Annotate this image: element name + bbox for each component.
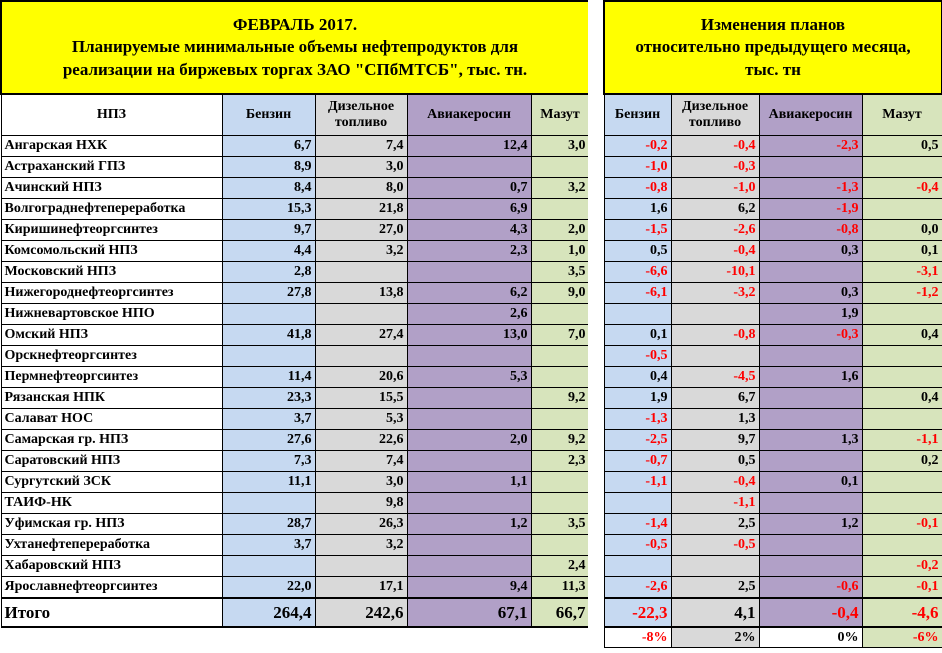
dizel-value: 3,0: [315, 472, 407, 493]
total-d-dizel: 4,1: [671, 598, 759, 627]
avia-value: [407, 409, 531, 430]
benzin-value: 15,3: [222, 199, 315, 220]
total-d-mazut: -4,6: [862, 598, 942, 627]
mazut-value: [531, 409, 589, 430]
table-row: [1, 220, 589, 241]
avia-value: 9,4: [407, 577, 531, 599]
mazut-value: 2,0: [531, 220, 589, 241]
d-benzin-change: -1,5: [604, 220, 671, 241]
change-row: [604, 157, 942, 178]
d-benzin-change: [604, 556, 671, 577]
header-d-aviakerosin: Авиакеросин: [759, 94, 862, 136]
pct-d-mazut: -6%: [862, 627, 942, 648]
dizel-value: [315, 304, 407, 325]
left-title: [1, 1, 589, 94]
change-row: [604, 325, 942, 346]
d-mazut-change: -0,1: [862, 577, 942, 599]
d-mazut-change: [862, 157, 942, 178]
total-d-benzin: -22,3: [604, 598, 671, 627]
d-benzin-change: -1,4: [604, 514, 671, 535]
header-d-benzin: Бензин: [604, 94, 671, 136]
refinery-name: Астраханский ГПЗ: [1, 157, 222, 178]
d-mazut-change: -0,1: [862, 514, 942, 535]
avia-value: [407, 346, 531, 367]
benzin-value: [222, 304, 315, 325]
dizel-value: 3,2: [315, 535, 407, 556]
d-benzin-change: 1,6: [604, 199, 671, 220]
header-aviakerosin: Авиакеросин: [407, 94, 531, 136]
d-benzin-change: -0,5: [604, 346, 671, 367]
d-mazut-change: 0,2: [862, 451, 942, 472]
avia-value: 2,0: [407, 430, 531, 451]
change-row: [604, 451, 942, 472]
benzin-value: 28,7: [222, 514, 315, 535]
d-avia-change: -0,6: [759, 577, 862, 599]
d-mazut-change: [862, 346, 942, 367]
avia-value: 1,2: [407, 514, 531, 535]
total-benzin: 264,4: [222, 598, 315, 627]
dizel-value: 21,8: [315, 199, 407, 220]
d-avia-change: [759, 157, 862, 178]
change-row: [604, 535, 942, 556]
avia-value: 2,3: [407, 241, 531, 262]
avia-value: [407, 388, 531, 409]
total-d-avia: -0,4: [759, 598, 862, 627]
dizel-value: 27,0: [315, 220, 407, 241]
benzin-value: 9,7: [222, 220, 315, 241]
left-title-line2: Планируемые минимальные объемы нефтепродуктов для: [71, 37, 519, 57]
refinery-name: Омский НПЗ: [1, 325, 222, 346]
d-benzin-change: 0,1: [604, 325, 671, 346]
dizel-value: 15,5: [315, 388, 407, 409]
refinery-name: Нижегороднефтеоргсинтез: [1, 283, 222, 304]
avia-value: [407, 493, 531, 514]
d-dizel-change: -3,2: [671, 283, 759, 304]
d-avia-change: 1,6: [759, 367, 862, 388]
pct-d-dizel: 2%: [671, 627, 759, 648]
d-avia-change: 0,1: [759, 472, 862, 493]
refinery-name: Ачинский НПЗ: [1, 178, 222, 199]
mazut-value: 2,4: [531, 556, 589, 577]
d-benzin-change: [604, 493, 671, 514]
avia-value: 5,3: [407, 367, 531, 388]
refinery-name: Уфимская гр. НПЗ: [1, 514, 222, 535]
refinery-name: ТАИФ-НК: [1, 493, 222, 514]
d-dizel-change: 9,7: [671, 430, 759, 451]
benzin-value: [222, 556, 315, 577]
dizel-value: 5,3: [315, 409, 407, 430]
d-avia-change: 0,3: [759, 241, 862, 262]
d-dizel-change: -0,8: [671, 325, 759, 346]
avia-value: 13,0: [407, 325, 531, 346]
refinery-name: Нижневартовское НПО: [1, 304, 222, 325]
change-row: [604, 220, 942, 241]
avia-value: 2,6: [407, 304, 531, 325]
d-benzin-change: -1,1: [604, 472, 671, 493]
refinery-name: Волгограднефтепереработка: [1, 199, 222, 220]
mazut-value: 11,3: [531, 577, 589, 599]
mazut-value: 7,0: [531, 325, 589, 346]
change-row: [604, 136, 942, 157]
change-row: [604, 283, 942, 304]
mazut-value: 9,2: [531, 430, 589, 451]
benzin-value: 27,6: [222, 430, 315, 451]
mazut-value: [531, 493, 589, 514]
mazut-value: 9,0: [531, 283, 589, 304]
dizel-value: 22,6: [315, 430, 407, 451]
refinery-name: Хабаровский НПЗ: [1, 556, 222, 577]
avia-value: 4,3: [407, 220, 531, 241]
dizel-value: 3,2: [315, 241, 407, 262]
d-avia-change: 1,2: [759, 514, 862, 535]
d-mazut-change: [862, 493, 942, 514]
mazut-value: 9,2: [531, 388, 589, 409]
d-dizel-change: 2,5: [671, 577, 759, 599]
mazut-value: [531, 346, 589, 367]
d-avia-change: -0,8: [759, 220, 862, 241]
d-mazut-change: -1,2: [862, 283, 942, 304]
d-dizel-change: 2,5: [671, 514, 759, 535]
d-mazut-change: -3,1: [862, 262, 942, 283]
d-benzin-change: [604, 304, 671, 325]
refinery-name: Комсомольский НПЗ: [1, 241, 222, 262]
table-row: [1, 157, 589, 178]
refinery-name: Киришинефтеоргсинтез: [1, 220, 222, 241]
d-mazut-change: [862, 367, 942, 388]
benzin-value: 11,4: [222, 367, 315, 388]
d-benzin-change: -6,6: [604, 262, 671, 283]
d-dizel-change: [671, 304, 759, 325]
benzin-value: 3,7: [222, 535, 315, 556]
d-mazut-change: [862, 535, 942, 556]
table-row: [1, 430, 589, 451]
d-dizel-change: 1,3: [671, 409, 759, 430]
change-row: [604, 178, 942, 199]
d-avia-change: 0,3: [759, 283, 862, 304]
d-avia-change: [759, 493, 862, 514]
refinery-name: Пермнефтеоргсинтез: [1, 367, 222, 388]
pct-spacer-row: [1, 627, 589, 647]
mazut-value: 1,0: [531, 241, 589, 262]
mazut-value: [531, 199, 589, 220]
d-benzin-change: 1,9: [604, 388, 671, 409]
right-title-line3: тыс. тн: [745, 59, 801, 79]
d-dizel-change: -4,5: [671, 367, 759, 388]
refinery-name: Ухтанефтепереработка: [1, 535, 222, 556]
change-row: [604, 241, 942, 262]
d-dizel-change: [671, 556, 759, 577]
benzin-value: 27,8: [222, 283, 315, 304]
d-avia-change: 1,3: [759, 430, 862, 451]
mazut-value: 3,5: [531, 514, 589, 535]
table-row: [1, 493, 589, 514]
d-benzin-change: -0,5: [604, 535, 671, 556]
table-row: [1, 241, 589, 262]
right-title: [604, 1, 942, 94]
d-dizel-change: 6,7: [671, 388, 759, 409]
d-avia-change: [759, 388, 862, 409]
plan-changes-table: [603, 0, 942, 648]
table-row: [1, 367, 589, 388]
header-d-dizel: Дизельное топливо: [671, 94, 759, 136]
table-row: [1, 388, 589, 409]
benzin-value: 41,8: [222, 325, 315, 346]
change-row: [604, 262, 942, 283]
change-row: [604, 367, 942, 388]
refinery-name: Ангарская НХК: [1, 136, 222, 157]
change-row: [604, 514, 942, 535]
header-benzin: Бензин: [222, 94, 315, 136]
d-benzin-change: -0,8: [604, 178, 671, 199]
d-dizel-change: -10,1: [671, 262, 759, 283]
d-dizel-change: -1,0: [671, 178, 759, 199]
dizel-value: 17,1: [315, 577, 407, 599]
mazut-value: 3,0: [531, 136, 589, 157]
d-benzin-change: -2,5: [604, 430, 671, 451]
right-title-line2: относительно предыдущего месяца,: [635, 37, 911, 57]
benzin-value: 23,3: [222, 388, 315, 409]
total-label: Итого: [1, 598, 222, 627]
d-dizel-change: -0,4: [671, 241, 759, 262]
avia-value: [407, 535, 531, 556]
dizel-value: 26,3: [315, 514, 407, 535]
benzin-value: [222, 493, 315, 514]
d-mazut-change: [862, 409, 942, 430]
total-dizel: 242,6: [315, 598, 407, 627]
d-mazut-change: 0,1: [862, 241, 942, 262]
right-title-line1: Изменения планов: [700, 14, 846, 34]
change-row: [604, 199, 942, 220]
dizel-value: 27,4: [315, 325, 407, 346]
mazut-value: 3,2: [531, 178, 589, 199]
d-avia-change: -2,3: [759, 136, 862, 157]
left-title-line1: ФЕВРАЛЬ 2017.: [232, 14, 358, 34]
d-mazut-change: [862, 199, 942, 220]
dizel-value: [315, 262, 407, 283]
dizel-value: 13,8: [315, 283, 407, 304]
benzin-value: 4,4: [222, 241, 315, 262]
d-dizel-change: -0,5: [671, 535, 759, 556]
table-row: [1, 262, 589, 283]
table-row: [1, 304, 589, 325]
table-row: [1, 346, 589, 367]
d-mazut-change: 0,4: [862, 325, 942, 346]
table-row: [1, 535, 589, 556]
table-row: [1, 325, 589, 346]
refinery-name: Ярославнефтеоргсинтез: [1, 577, 222, 599]
d-benzin-change: 0,4: [604, 367, 671, 388]
refinery-name: Московский НПЗ: [1, 262, 222, 283]
refinery-name: Самарская гр. НПЗ: [1, 430, 222, 451]
total-mazut: 66,7: [531, 598, 589, 627]
benzin-value: 2,8: [222, 262, 315, 283]
d-dizel-change: -2,6: [671, 220, 759, 241]
refinery-name: Сургутский ЗСК: [1, 472, 222, 493]
d-avia-change: -1,9: [759, 199, 862, 220]
table-row: [1, 178, 589, 199]
avia-value: 6,9: [407, 199, 531, 220]
d-dizel-change: -0,4: [671, 136, 759, 157]
pct-d-benzin: -8%: [604, 627, 671, 648]
benzin-value: [222, 346, 315, 367]
header-mazut: Мазут: [531, 94, 589, 136]
d-avia-change: [759, 535, 862, 556]
header-dizel: Дизельное топливо: [315, 94, 407, 136]
table-row: [1, 409, 589, 430]
d-avia-change: [759, 262, 862, 283]
avia-value: 6,2: [407, 283, 531, 304]
mazut-value: 2,3: [531, 451, 589, 472]
change-row: [604, 346, 942, 367]
d-avia-change: [759, 346, 862, 367]
d-dizel-change: -1,1: [671, 493, 759, 514]
change-row: [604, 430, 942, 451]
total-change-row: [604, 598, 942, 627]
benzin-value: 3,7: [222, 409, 315, 430]
d-mazut-change: -0,4: [862, 178, 942, 199]
benzin-value: 7,3: [222, 451, 315, 472]
avia-value: [407, 262, 531, 283]
header-d-mazut: Мазут: [862, 94, 942, 136]
table-row: [1, 472, 589, 493]
benzin-value: 8,4: [222, 178, 315, 199]
table-row: [1, 577, 589, 599]
d-avia-change: [759, 409, 862, 430]
total-avia: 67,1: [407, 598, 531, 627]
d-mazut-change: -0,2: [862, 556, 942, 577]
d-benzin-change: -1,0: [604, 157, 671, 178]
d-avia-change: [759, 556, 862, 577]
d-benzin-change: -1,3: [604, 409, 671, 430]
refinery-name: Саратовский НПЗ: [1, 451, 222, 472]
dizel-value: 7,4: [315, 136, 407, 157]
dizel-value: 8,0: [315, 178, 407, 199]
table-row: [1, 451, 589, 472]
d-avia-change: -0,3: [759, 325, 862, 346]
mazut-value: [531, 535, 589, 556]
dizel-value: [315, 346, 407, 367]
benzin-value: 6,7: [222, 136, 315, 157]
d-dizel-change: 0,5: [671, 451, 759, 472]
d-benzin-change: -2,6: [604, 577, 671, 599]
table-row: [1, 136, 589, 157]
header-npz: НПЗ: [1, 94, 222, 136]
table-row: [1, 514, 589, 535]
d-dizel-change: -0,3: [671, 157, 759, 178]
change-row: [604, 304, 942, 325]
avia-value: 12,4: [407, 136, 531, 157]
refinery-name: Рязанская НПК: [1, 388, 222, 409]
change-row: [604, 493, 942, 514]
table-row: [1, 199, 589, 220]
avia-value: [407, 157, 531, 178]
change-row: [604, 472, 942, 493]
dizel-value: [315, 556, 407, 577]
mazut-value: [531, 304, 589, 325]
d-mazut-change: 0,5: [862, 136, 942, 157]
d-mazut-change: -1,1: [862, 430, 942, 451]
dizel-value: 3,0: [315, 157, 407, 178]
d-benzin-change: -0,7: [604, 451, 671, 472]
table-row: [1, 283, 589, 304]
left-title-line3: реализации на биржевых торгах ЗАО "СПбМТСБ", тыс. тн.: [62, 59, 528, 79]
benzin-value: 22,0: [222, 577, 315, 599]
pct-d-avia: 0%: [759, 627, 862, 648]
change-row: [604, 388, 942, 409]
change-row: [604, 409, 942, 430]
avia-value: 0,7: [407, 178, 531, 199]
d-mazut-change: 0,0: [862, 220, 942, 241]
d-mazut-change: [862, 304, 942, 325]
total-row: [1, 598, 589, 627]
dizel-value: 9,8: [315, 493, 407, 514]
benzin-value: 8,9: [222, 157, 315, 178]
change-row: [604, 556, 942, 577]
d-avia-change: [759, 451, 862, 472]
d-dizel-change: [671, 346, 759, 367]
avia-value: 1,1: [407, 472, 531, 493]
blank-cell: [1, 627, 589, 647]
d-benzin-change: 0,5: [604, 241, 671, 262]
mazut-value: 3,5: [531, 262, 589, 283]
avia-value: [407, 556, 531, 577]
benzin-value: 11,1: [222, 472, 315, 493]
table-row: [1, 556, 589, 577]
d-benzin-change: -0,2: [604, 136, 671, 157]
refinery-name: Орскнефтеоргсинтез: [1, 346, 222, 367]
mazut-value: [531, 367, 589, 388]
d-dizel-change: -0,4: [671, 472, 759, 493]
pct-row: [604, 627, 942, 648]
mazut-value: [531, 157, 589, 178]
avia-value: [407, 451, 531, 472]
refinery-name: Салават НОС: [1, 409, 222, 430]
d-avia-change: 1,9: [759, 304, 862, 325]
d-benzin-change: -6,1: [604, 283, 671, 304]
d-mazut-change: 0,4: [862, 388, 942, 409]
table-gap: [588, 0, 603, 653]
d-dizel-change: 6,2: [671, 199, 759, 220]
dizel-value: 20,6: [315, 367, 407, 388]
d-avia-change: -1,3: [759, 178, 862, 199]
d-mazut-change: [862, 472, 942, 493]
change-row: [604, 577, 942, 599]
mazut-value: [531, 472, 589, 493]
dizel-value: 7,4: [315, 451, 407, 472]
